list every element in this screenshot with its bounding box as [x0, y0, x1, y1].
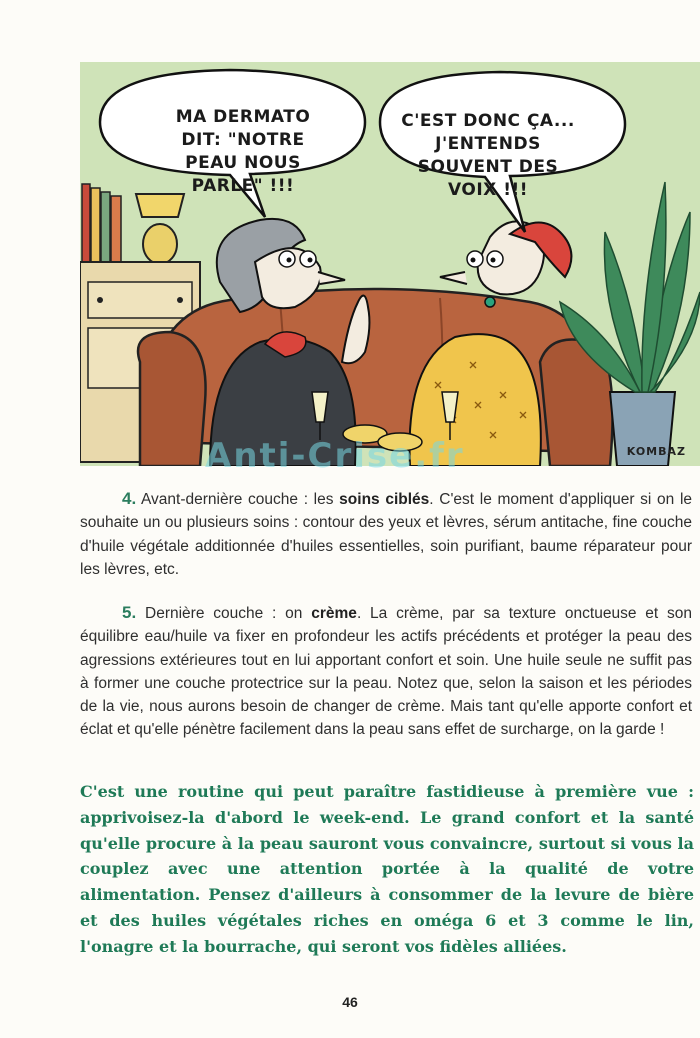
step-body: . C'est le moment d'appliquer si on le souhaite un ou plusieurs soins : contour des yeux et lèvres, sérum antitache, fine couche d'huile végétale additionnée d'huiles essentielles, soin purifiant, baume réparateur pour les lèvres, etc. — [80, 491, 693, 578]
artist-signature: KOMBAZ — [626, 445, 686, 458]
step-body: . La crème, par sa texture onctueuse et son équilibre eau/huile va fixer en profondeur les actifs précédents et protéger la peau des agressions extérieures tout en lui apportant confort et soin. Une huile seule ne suffit pas à former une couche protectrice sur la peau. Notez que, selon la saison et les périodes de la vie, nous aurons besoin de changer de crème. Mais tant qu'elle apporte confort et éclat et qu'elle pénètre facilement dans la peau sans effet de surcharge, on la garde ! — [80, 605, 692, 739]
step-emphasis: crème — [311, 605, 357, 622]
speech-bubble-right: C'EST DONC ÇA... J'ENTENDS SOUVENT DES VOIX !!! — [401, 111, 575, 200]
speech-bubble-left: MA DERMATO DIT: "NOTRE PEAU NOUS PARLE" !!! — [175, 107, 311, 196]
conclusion-callout — [80, 779, 694, 960]
step-lead: Avant-dernière couche : les — [136, 491, 340, 508]
step-emphasis: soins ciblés — [339, 491, 430, 508]
paragraph-step-5 — [80, 601, 692, 742]
step-number: 4. — [122, 489, 137, 508]
cartoon-illustration — [80, 62, 700, 466]
paragraph-step-4 — [80, 487, 692, 581]
watermark: Anti-Crise.fr — [205, 436, 465, 476]
conclusion-text: C'est une routine qui peut paraître fastidieuse à première vue : apprivoisez-la d'abord le week-end. Le grand confort et la santé qu'elle procure à la peau sauront vous convaincre, surtout si vous la couplez avec une attention portée à la qualité de votre alimentation. Pensez d'ailleurs à consommer de la levure de bière et des huiles végétales riches en oméga 6 et 3 comme le lin, l'onagre et la bourrache, qui seront vos fidèles alliées. — [80, 782, 694, 956]
step-lead: Dernière couche : on — [136, 605, 312, 622]
step-number: 5. — [122, 603, 137, 622]
page-number: 46 — [342, 994, 358, 1010]
